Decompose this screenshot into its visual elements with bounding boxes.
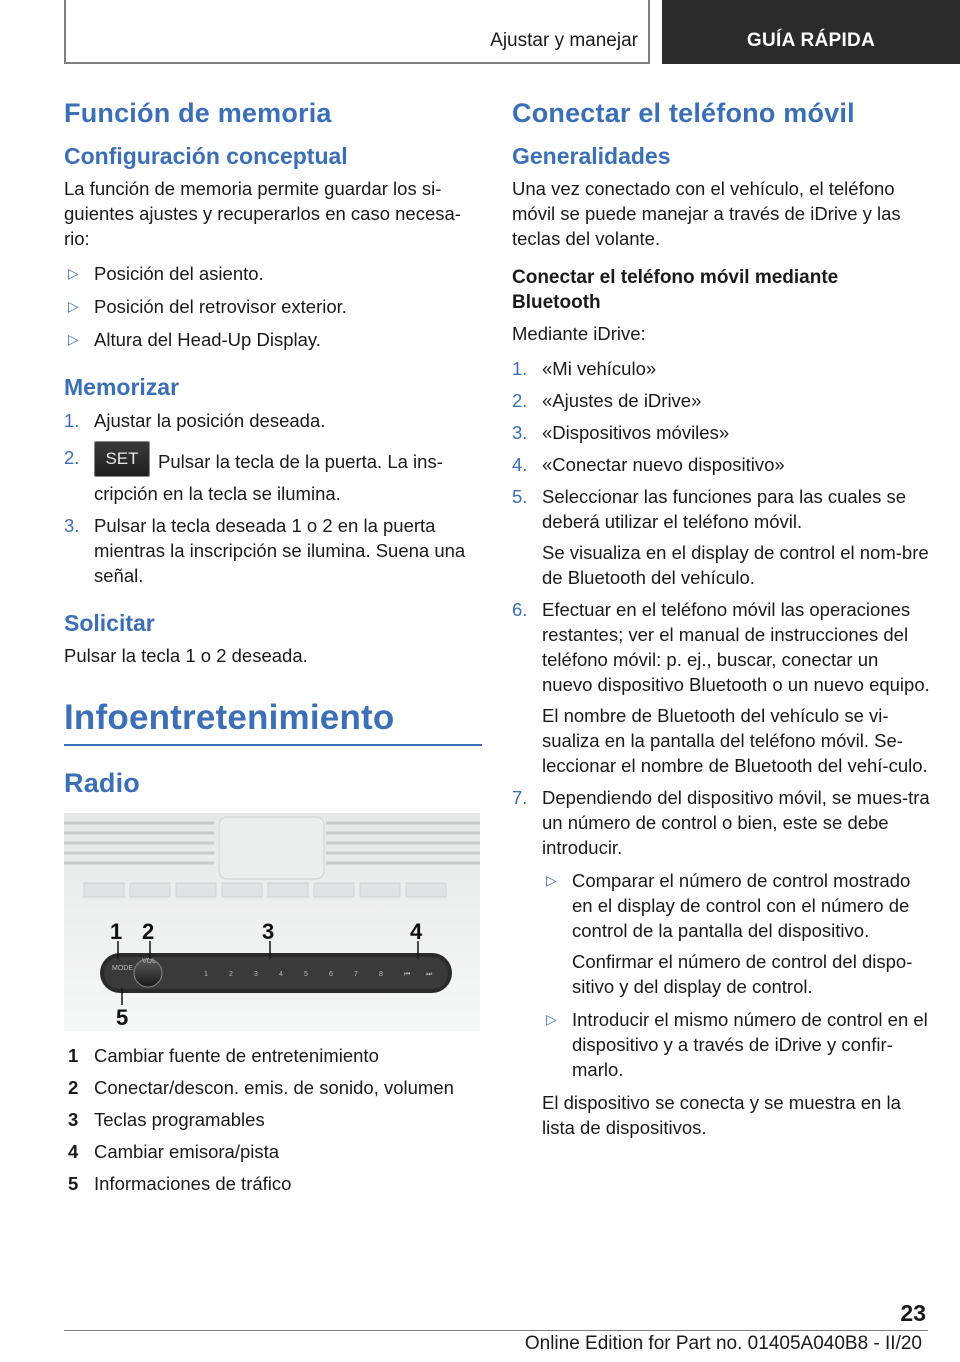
preset-key-label: 4 (279, 971, 283, 978)
list-item: 2 Conectar/descon. emis. de sonido, volumen (68, 1077, 454, 1098)
triangle-bullet-icon: ▷ (68, 265, 79, 281)
list-item: 7. Dependiendo del dispositivo móvil, se mues-tra un número de control o bien, este se debe introducir. ▷ Comparar el número de control mostrado en el display de control con el número de control de la pantalla del dispositivo. Confirmar el número de control del dispo-sitivo y del display de control. ▷ Introducir el mismo número de control en el dispositivo y a través de iDrive y confir-marlo. El dispositivo se conecta y se muestra en la lista de dispositivos. (512, 785, 932, 1140)
triangle-bullet-icon: ▷ (546, 1011, 557, 1027)
triangle-bullet-icon: ▷ (546, 872, 557, 888)
header-rule (64, 62, 650, 64)
header-divider (648, 0, 650, 64)
svg-text:⏭: ⏭ (426, 971, 433, 978)
radio-legend (64, 1043, 482, 1196)
callout-4: 4 (410, 919, 423, 944)
solicitar-heading: Solicitar (64, 610, 155, 636)
svg-text:⏮: ⏮ (404, 971, 411, 978)
callout-5: 5 (116, 1005, 129, 1030)
preset-key-label: 8 (379, 971, 383, 978)
header-left-line (64, 0, 66, 64)
list-item: 3. Pulsar la tecla deseada 1 o 2 en la puerta mientras la inscripción se ilumina. Suena una señal. (64, 515, 466, 586)
bluetooth-heading: Conectar el teléfono móvil mediante Bluetooth (512, 267, 839, 313)
list-item: 2. SET Pulsar la tecla de la puerta. La ins-cripción en la tecla se ilumina. (64, 445, 482, 506)
list-item: ▷ Posición del retrovisor exterior. (68, 296, 347, 317)
list-item: 3. «Dispositivos móviles» (512, 422, 730, 443)
generalities-heading: Generalidades (512, 143, 671, 169)
infotainment-heading: Infoentretenimiento (64, 698, 482, 746)
concept-text: La función de memoria permite guardar los si-guientes ajustes y recuperarlos en caso necesa-rio: (64, 178, 461, 249)
solicitar-text: Pulsar la tecla 1 o 2 deseada. (64, 645, 308, 666)
callout-1: 1 (110, 919, 123, 944)
header-section: Ajustar y manejar (490, 30, 638, 51)
phone-heading: Conectar el teléfono móvil (512, 98, 855, 128)
list-item: 4 Cambiar emisora/pista (68, 1141, 280, 1162)
bluetooth-steps (512, 356, 932, 1140)
list-item: 6. Efectuar en el teléfono móvil las operaciones restantes; ver el manual de instrucciones del teléfono móvil: p. ej., buscar, conectar un nuevo dispositivo Bluetooth o un nuevo equipo. El nombre de Bluetooth del vehículo se vi-sualiza en la pantalla del teléfono móvil. Se-leccionar el nombre de Bluetooth del vehí-culo. (512, 599, 930, 776)
triangle-bullet-icon: ▷ (68, 331, 79, 347)
radio-panel-image (64, 813, 480, 1031)
bluetooth-intro: Mediante iDrive: (512, 323, 646, 344)
preset-key-label: 7 (354, 971, 358, 978)
set-button-icon: SET (94, 441, 150, 477)
closing-text: El dispositivo se conecta y se muestra en la lista de dispositivos. (542, 1092, 901, 1138)
list-item: 2. «Ajustes de iDrive» (512, 390, 702, 411)
footer-rule (64, 1330, 928, 1331)
list-item: ▷ Comparar el número de control mostrado en el display de control con el número de control de la pantalla del dispositivo. Confirmar el número de control del dispo-sitivo y del display de control. (546, 870, 913, 997)
list-item: ▷ Posición del asiento. (68, 263, 264, 284)
preset-key-label: 5 (304, 971, 308, 978)
memory-heading: Función de memoria (64, 98, 332, 128)
concept-bullets (64, 261, 482, 352)
callout-2: 2 (142, 919, 155, 944)
radio-panel-illustration (64, 813, 480, 1031)
preset-key-label: 6 (329, 971, 333, 978)
header-tab: GUÍA RÁPIDA (662, 0, 960, 64)
list-item: 3 Teclas programables (68, 1109, 265, 1130)
preset-key-label: 2 (229, 971, 233, 978)
list-item: 5. Seleccionar las funciones para las cuales se deberá utilizar el teléfono móvil. Se visualiza en el display de control el nom-bre de Bluetooth del vehículo. (512, 486, 929, 588)
mode-label: MODE (112, 965, 133, 972)
vol-label: VOL (142, 958, 157, 965)
memorizar-heading: Memorizar (64, 374, 180, 400)
list-item: 1 Cambiar fuente de entretenimiento (68, 1045, 379, 1066)
generalities-text: Una vez conectado con el vehículo, el teléfono móvil se puede manejar a través de iDrive y las teclas del volante. (512, 178, 901, 249)
triangle-bullet-icon: ▷ (68, 298, 79, 314)
page-number: 23 (900, 1300, 926, 1326)
list-item: ▷ Altura del Head-Up Display. (68, 329, 321, 350)
sub-bullets (542, 868, 932, 1082)
preset-key-label: 3 (254, 971, 258, 978)
list-item: ▷ Introducir el mismo número de control en el dispositivo y a través de iDrive y confir-marlo. (546, 1009, 928, 1080)
list-item: 1. «Mi vehículo» (512, 358, 657, 379)
list-item: 5 Informaciones de tráfico (68, 1173, 292, 1194)
right-column (512, 98, 932, 1147)
callout-3: 3 (262, 919, 275, 944)
preset-key-label: 1 (204, 971, 208, 978)
concept-heading: Configuración conceptual (64, 143, 348, 169)
radio-heading: Radio (64, 768, 141, 798)
left-column (64, 98, 482, 1203)
list-item: 4. «Conectar nuevo dispositivo» (512, 454, 785, 475)
footer-edition: Online Edition for Part no. 01405A040B8 - II/20 (524, 1333, 922, 1354)
list-item: 1. Ajustar la posición deseada. (64, 410, 326, 431)
